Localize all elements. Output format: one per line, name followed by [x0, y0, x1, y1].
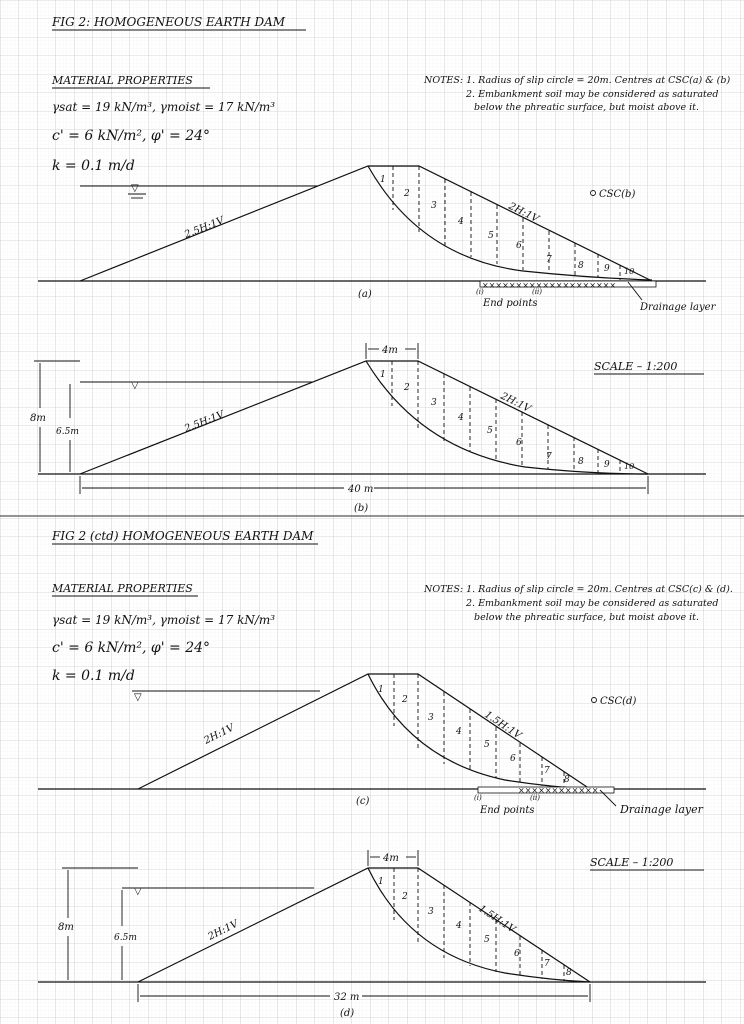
- upstream-slope-label: 2H:1V: [206, 918, 241, 943]
- downstream-slope-label: 1.5H:1V: [482, 709, 524, 742]
- end-point-i: (i): [476, 288, 484, 296]
- slice-number: 3: [431, 201, 437, 211]
- crest-width-label: 4m: [383, 853, 399, 864]
- property-line-1: γsat = 19 kN/m³, γmoist = 17 kN/m³: [52, 613, 276, 627]
- slice-number: 8: [566, 968, 572, 978]
- note-line-3: below the phreatic surface, but moist above it.: [474, 612, 699, 623]
- slice-number: 6: [514, 949, 520, 959]
- material-heading: MATERIAL PROPERTIES: [52, 582, 193, 595]
- slice-number: 10: [624, 462, 635, 471]
- slice-number: 9: [604, 264, 610, 274]
- downstream-slope-label: 1.5H:1V: [476, 903, 518, 936]
- slice-number: 7: [546, 452, 552, 462]
- water-level-icon: ▽: [134, 886, 142, 897]
- property-line-2: c' = 6 kN/m², φ' = 24°: [52, 640, 211, 656]
- note-line-2: 2. Embankment soil may be considered as saturated: [466, 89, 719, 100]
- note-line-2: 2. Embankment soil may be considered as saturated: [466, 598, 719, 609]
- slice-number: 10: [624, 267, 635, 276]
- slice-number: 6: [516, 241, 522, 251]
- height-label: 8m: [58, 922, 74, 933]
- slice-number: 9: [604, 460, 610, 470]
- slice-number: 5: [488, 231, 494, 241]
- slice-number: 1: [378, 877, 384, 887]
- slice-number: 3: [428, 907, 434, 917]
- end-points-label: End points: [483, 298, 538, 309]
- note-line-1: NOTES: 1. Radius of slip circle = 20m. Centres at CSC(a) & (b): [424, 75, 731, 86]
- figure-title: FIG 2 (ctd) HOMOGENEOUS EARTH DAM: [52, 529, 314, 543]
- end-points-label: End points: [480, 805, 535, 816]
- slice-number: 8: [564, 775, 570, 785]
- slice-number: 5: [484, 935, 490, 945]
- figure-caption: (a): [358, 289, 372, 300]
- slice-number: 4: [456, 727, 462, 737]
- slice-number: 1: [380, 175, 386, 185]
- material-heading: MATERIAL PROPERTIES: [52, 74, 193, 87]
- drainage-hatch: ××××××××××××××××××××: [482, 281, 617, 290]
- slice-number: 2: [404, 189, 410, 199]
- slip-centre-label: CSC(d): [600, 696, 637, 707]
- height-label: 8m: [30, 413, 46, 424]
- water-depth-label: 6.5m: [56, 427, 79, 437]
- water-level-icon: ▽: [134, 692, 142, 703]
- slice-number: 4: [458, 217, 464, 227]
- slice-number: 5: [484, 740, 490, 750]
- slice-number: 7: [546, 255, 552, 265]
- slice-number: 7: [544, 766, 550, 776]
- drainage-hatch: ××××××××××××: [518, 786, 599, 795]
- base-width-label: 32 m: [334, 992, 360, 1003]
- figure-caption: (d): [340, 1008, 355, 1019]
- downstream-slope-label: 2H:1V: [506, 200, 541, 226]
- property-line-2: c' = 6 kN/m², φ' = 24°: [52, 128, 211, 144]
- slice-number: 6: [516, 438, 522, 448]
- slice-number: 4: [458, 413, 464, 423]
- slice-number: 4: [456, 921, 462, 931]
- slice-number: 2: [404, 383, 410, 393]
- figure-caption: (b): [354, 503, 369, 514]
- end-point-ii: (ii): [530, 794, 540, 802]
- water-level-icon: ▽: [131, 183, 139, 194]
- slice-number: 6: [510, 754, 516, 764]
- drainage-layer-label: Drainage layer: [620, 803, 703, 816]
- slice-number: 8: [578, 261, 584, 271]
- upstream-slope-label: 2.5H:1V: [183, 215, 226, 241]
- downstream-slope-label: 2H:1V: [498, 390, 533, 415]
- figure-title: FIG 2: HOMOGENEOUS EARTH DAM: [52, 15, 286, 29]
- figure-caption: (c): [356, 796, 370, 807]
- slice-number: 1: [380, 370, 386, 380]
- water-depth-label: 6.5m: [114, 933, 137, 943]
- slice-number: 5: [487, 426, 493, 436]
- scale-label: SCALE – 1:200: [590, 856, 674, 869]
- slice-number: 8: [578, 457, 584, 467]
- crest-width-label: 4m: [382, 345, 398, 356]
- property-line-3: k = 0.1 m/d: [52, 668, 135, 684]
- end-point-i: (i): [474, 794, 482, 802]
- note-line-3: below the phreatic surface, but moist above it.: [474, 102, 699, 113]
- slice-number: 2: [402, 695, 408, 705]
- end-point-ii: (ii): [532, 288, 542, 296]
- slip-centre-label: CSC(b): [599, 189, 636, 200]
- scale-label: SCALE – 1:200: [594, 360, 678, 373]
- property-line-3: k = 0.1 m/d: [52, 158, 135, 174]
- base-width-label: 40 m: [348, 484, 374, 495]
- property-line-1: γsat = 19 kN/m³, γmoist = 17 kN/m³: [52, 100, 276, 114]
- note-line-1: NOTES: 1. Radius of slip circle = 20m. Centres at CSC(c) & (d).: [424, 584, 733, 595]
- slice-number: 1: [378, 685, 384, 695]
- upstream-slope-label: 2.5H:1V: [183, 409, 226, 435]
- water-level-icon: ▽: [131, 380, 139, 391]
- slice-number: 2: [402, 892, 408, 902]
- drainage-layer-label: Drainage layer: [640, 302, 716, 313]
- upstream-slope-label: 2H:1V: [202, 722, 236, 747]
- slice-number: 7: [544, 959, 550, 969]
- slice-number: 3: [431, 398, 437, 408]
- slice-number: 3: [428, 713, 434, 723]
